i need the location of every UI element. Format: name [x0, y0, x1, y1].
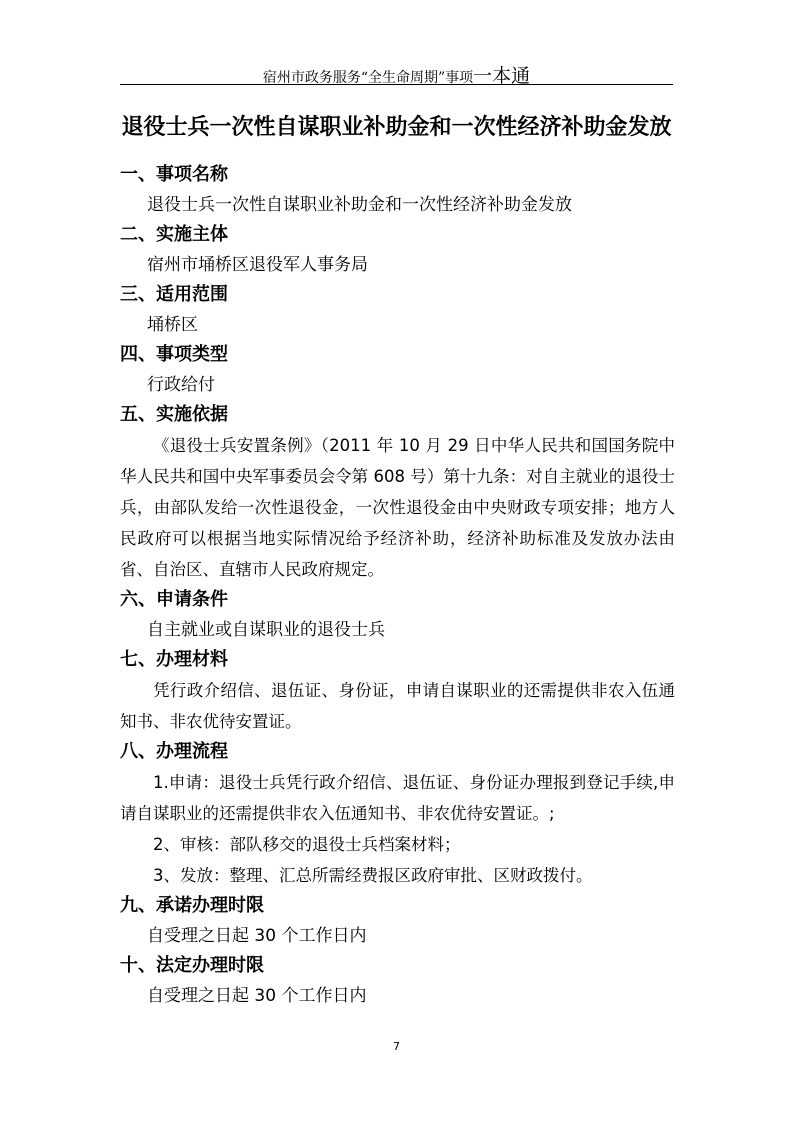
section-text: 埇桥区: [147, 315, 198, 335]
process-step: 3、发放：整理、汇总所需经费报区政府审批、区财政拨付。: [153, 866, 593, 885]
section-text: 自主就业或自谋职业的退役士兵: [147, 620, 385, 640]
section-text: 自受理之日起 30 个工作日内: [147, 986, 367, 1006]
section-heading: 三、适用范围: [120, 284, 228, 305]
process-step: 1.申请：退役士兵凭行政介绍信、退伍证、身份证办理报到登记手续,申请自谋职业的还需提供非农入伍通知书、非农优待安置证。;: [120, 773, 675, 823]
section-paragraph: 凭行政介绍信、退伍证、身份证，申请自谋职业的还需提供非农入伍通知书、非农优待安置证。: [120, 681, 675, 731]
section-heading: 八、办理流程: [120, 741, 228, 762]
process-step: 2、审核：部队移交的退役士兵档案材料；: [153, 835, 461, 854]
section-text: 自受理之日起 30 个工作日内: [147, 926, 367, 946]
page-number: 7: [393, 1040, 400, 1053]
section-paragraph: 《退役士兵安置条例》（2011 年 10 月 29 日中华人民共和国国务院中华人民共和国中央军事委员会令第 608 号）第十九条：对自主就业的退役士兵，由部队发给一次性退役金，一次性退役金由中央财政专项安排；地方人民政府可以根据当地实际情况给予经济补助，经济补助标准及发放办法由省、自治区、直辖市人民政府规定。: [120, 436, 675, 579]
section-heading: 九、承诺办理时限: [120, 895, 264, 916]
running-header-suffix: 一本通: [473, 65, 531, 87]
section-heading: 一、事项名称: [120, 164, 228, 185]
section-text: 退役士兵一次性自谋职业补助金和一次性经济补助金发放: [147, 195, 572, 215]
section-heading: 五、实施依据: [120, 404, 228, 425]
section-heading: 四、事项类型: [120, 344, 228, 365]
header-rule: [120, 84, 673, 85]
section-heading: 七、办理材料: [120, 649, 228, 670]
running-header-prefix: 宿州市政务服务“全生命周期”事项: [262, 70, 474, 86]
section-heading: 二、实施主体: [120, 224, 228, 245]
section-text: 行政给付: [147, 375, 215, 395]
section-heading: 六、申请条件: [120, 589, 228, 610]
section-heading: 十、法定办理时限: [120, 955, 264, 976]
section-text: 宿州市埇桥区退役军人事务局: [147, 255, 368, 275]
document-title: 退役士兵一次性自谋职业补助金和一次性经济补助金发放: [121, 115, 672, 140]
document-body: [120, 160, 675, 1011]
